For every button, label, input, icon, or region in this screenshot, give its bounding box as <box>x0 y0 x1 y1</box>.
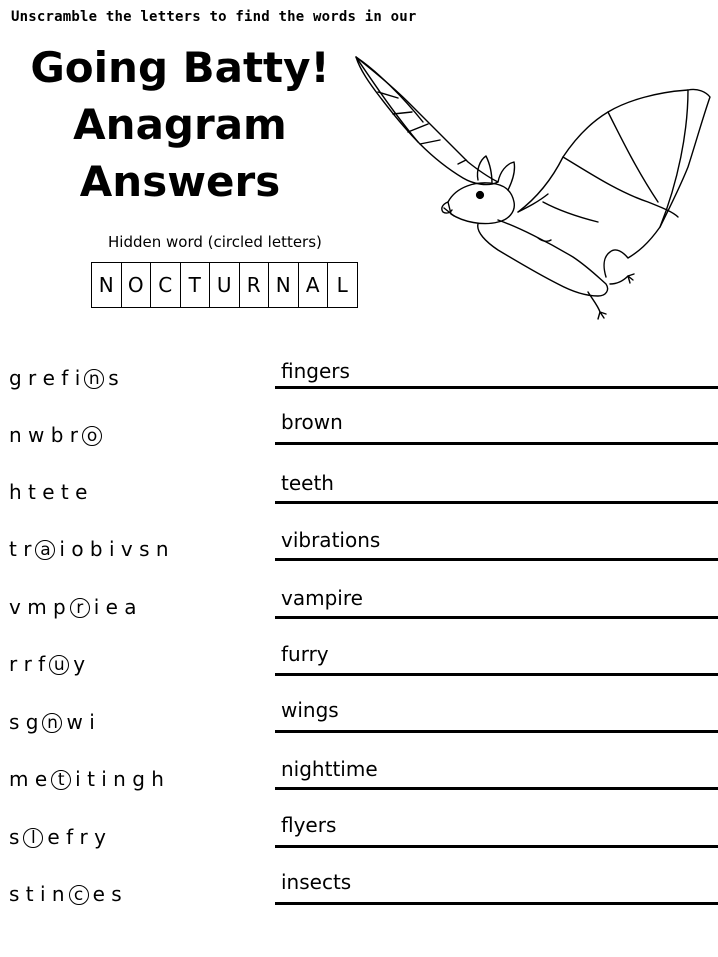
circled-letter: c <box>69 885 89 905</box>
answer-text: vibrations <box>281 528 381 552</box>
answer-line <box>275 501 718 504</box>
circled-letter: l <box>23 828 43 848</box>
scrambled-letters: s <box>108 366 119 390</box>
hidden-word-letter: O <box>121 262 152 308</box>
scrambled-letters: r r f <box>9 652 46 676</box>
bat-illustration <box>348 52 716 322</box>
answer-line <box>275 616 718 619</box>
answer-text: nighttime <box>281 757 378 781</box>
scrambled-letters: v m p <box>9 595 66 619</box>
scrambled-word <box>9 423 106 447</box>
scrambled-word <box>9 710 103 734</box>
answer-text: brown <box>281 410 343 434</box>
answer-text: flyers <box>281 813 337 837</box>
scrambled-letters: n w b r <box>9 423 79 447</box>
scrambled-word <box>9 366 127 390</box>
answer-text: wings <box>281 698 339 722</box>
circled-letter: r <box>70 598 90 618</box>
circled-letter: a <box>35 540 55 560</box>
scrambled-letters: i o b i v s n <box>59 537 169 561</box>
scrambled-word <box>9 882 130 906</box>
circled-letter: o <box>82 426 102 446</box>
scrambled-letters: y <box>73 652 86 676</box>
circled-letter: u <box>49 655 69 675</box>
scrambled-word <box>9 595 145 619</box>
scrambled-letters: s <box>9 825 20 849</box>
circled-letter: t <box>51 770 71 790</box>
circled-letter: n <box>42 713 62 733</box>
scrambled-letters: e f r y <box>47 825 106 849</box>
hidden-word-letter: C <box>150 262 181 308</box>
answer-line <box>275 902 718 905</box>
scrambled-letters: m e <box>9 767 48 791</box>
hidden-word-letter: T <box>180 262 211 308</box>
scrambled-word <box>9 652 93 676</box>
hidden-word-letter: R <box>239 262 270 308</box>
scrambled-word <box>9 480 95 504</box>
title-line-3: Answers <box>79 157 281 206</box>
answer-line <box>275 845 718 848</box>
scrambled-letters: t r <box>9 537 32 561</box>
scrambled-letters: s t i n <box>9 882 65 906</box>
scrambled-letters: i e a <box>93 595 137 619</box>
answer-line <box>275 558 718 561</box>
hidden-word-letter: U <box>209 262 240 308</box>
hidden-word-letter: A <box>298 262 329 308</box>
hidden-word-letter: N <box>268 262 299 308</box>
hidden-word-letter: L <box>327 262 358 308</box>
answer-text: vampire <box>281 586 363 610</box>
scrambled-word <box>9 825 114 849</box>
instructions-text: Unscramble the letters to find the words in our <box>11 9 417 25</box>
answer-line <box>275 386 718 389</box>
title-line-2: Anagram <box>73 100 287 149</box>
answer-line <box>275 730 718 733</box>
scrambled-letters: s g <box>9 710 39 734</box>
answer-text: furry <box>281 642 329 666</box>
answer-line <box>275 787 718 790</box>
hidden-word-label: Hidden word (circled letters) <box>108 233 322 251</box>
answer-text: teeth <box>281 471 334 495</box>
circled-letter: n <box>84 369 104 389</box>
hidden-word-letter: N <box>91 262 122 308</box>
answer-text: fingers <box>281 359 350 383</box>
scrambled-letters: g r e f i <box>9 366 81 390</box>
scrambled-letters: i t i n g h <box>75 767 164 791</box>
answer-line <box>275 673 718 676</box>
scrambled-letters: w i <box>66 710 95 734</box>
scrambled-word <box>9 767 172 791</box>
scrambled-letters: h t e t e <box>9 480 88 504</box>
title-line-1: Going Batty! <box>30 43 330 92</box>
scrambled-letters: e s <box>92 882 122 906</box>
hidden-word-boxes <box>91 262 357 308</box>
answer-line <box>275 442 718 445</box>
scrambled-word <box>9 537 177 561</box>
answer-text: insects <box>281 870 352 894</box>
